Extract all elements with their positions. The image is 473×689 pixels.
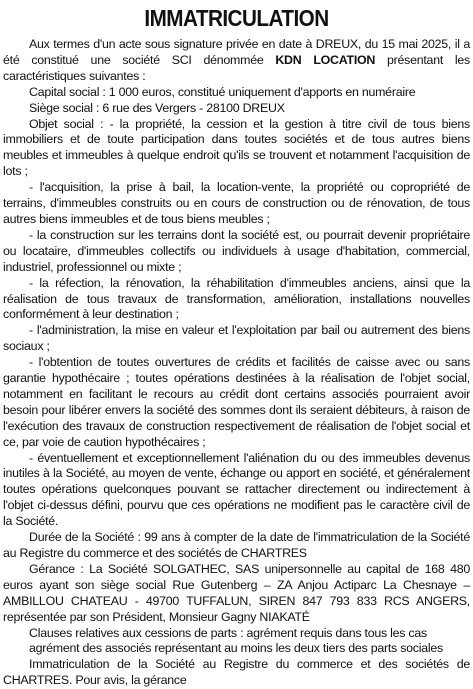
- immatriculation-paragraph: Immatriculation de la Société au Registre du commerce et des sociétés de CHARTRES. Pour avis, la gérance: [3, 657, 470, 688]
- objet-paragraph: - l'acquisition, la prise à bail, la location-vente, la propriété ou copropriété de terrains, d'immeubles construits ou en cours de construction ou de rénovation, de tous autres biens immeubles et de tous biens meubles ;: [3, 180, 470, 226]
- notice-title: IMMATRICULATION: [144, 5, 329, 31]
- clauses-line: Clauses relatives aux cessions de parts : agrément requis dans tous les cas: [29, 625, 427, 640]
- duree-paragraph: Durée de la Société : 99 ans à compter de la date de l'immatriculation de la Société au Registre du commerce et des sociétés de CHARTRES: [3, 530, 470, 560]
- agrement-line: agrément des associés représentant au moins les deux tiers des parts sociales: [29, 641, 443, 656]
- siege-line: Siège social : 6 rue des Vergers - 28100 DREUX: [29, 100, 285, 115]
- capital-line: Capital social : 1 000 euros, constitué uniquement d'apports en numéraire: [29, 84, 416, 99]
- gerance-paragraph: Gérance : La Société SOLGATHEC, SAS unipersonnelle au capital de 168 480 euros ayant son siège social Rue Gutenberg – ZA Anjou Actiparc La Chesnaye – AMBILLOU CHATEAU - 49700 TUFFALUN, SIREN 847 793 833 RCS ANGERS, représentée par son Président, Monsieur Gagny NIAKATÉ: [3, 561, 470, 624]
- objet-paragraph: - la réfection, la rénovation, la réhabilitation d'immeubles anciens, ainsi que la réalisation de tous travaux de transformation, amélioration, installations nouvelles conformément à leur destination ;: [3, 275, 470, 322]
- company-name: KDN LOCATION: [275, 52, 376, 67]
- intro-text-start: Aux termes d'un acte sous signature privée en date à DREUX, du 15 mai 2025, il a été constitué une société SCI dénommée: [3, 37, 470, 67]
- objet-paragraph: - la construction sur les terrains dont la société est, ou pourrait devenir propriétaire ou locataire, d'immeubles collectifs ou individuels à usage d'habitation, commercial, industriel, professionnel ou mixte ;: [3, 227, 470, 274]
- intro-text-end: présentant les caractéristiques suivantes :: [3, 52, 470, 83]
- objet-paragraph: Objet social : - la propriété, la cession et la gestion à titre civil de tous biens immobiliers et de toute participation dans toutes sociétés et de tous autres biens meubles et immeubles à quelque endroit qu'ils se trouvent et notamment l'acquisition de lots ;: [3, 116, 470, 179]
- objet-paragraph: - l'administration, la mise en valeur et l'exploitation par bail ou autrement des biens sociaux ;: [3, 323, 470, 354]
- objet-paragraph: - l'obtention de toutes ouvertures de crédits et facilités de caisse avec ou sans garantie hypothécaire ; toutes opérations destinées à la réalisation de l'objet social, notamment en facilitant le recours au crédit dont certains associés pourraient avoir besoin pour libérer envers la société des sommes dont ils seraient débiteurs, à raison de l'exécution des travaux de construction respectivement de réalisation de l'objet social et ce, par voie de caution hypothécaires ;: [3, 355, 470, 449]
- objet-paragraph: - éventuellement et exceptionnellement l'aliénation du ou des immeubles devenus inutiles à la Société, au moyen de vente, échange ou apport en société, et généralement toutes opérations quelconques pouvant se rattacher directement ou indirectement à l'objet ci-dessus défini, pourvu que ces opérations ne modifient pas le caractère civil de la Société.: [3, 450, 470, 529]
- intro-paragraph: [3, 37, 470, 85]
